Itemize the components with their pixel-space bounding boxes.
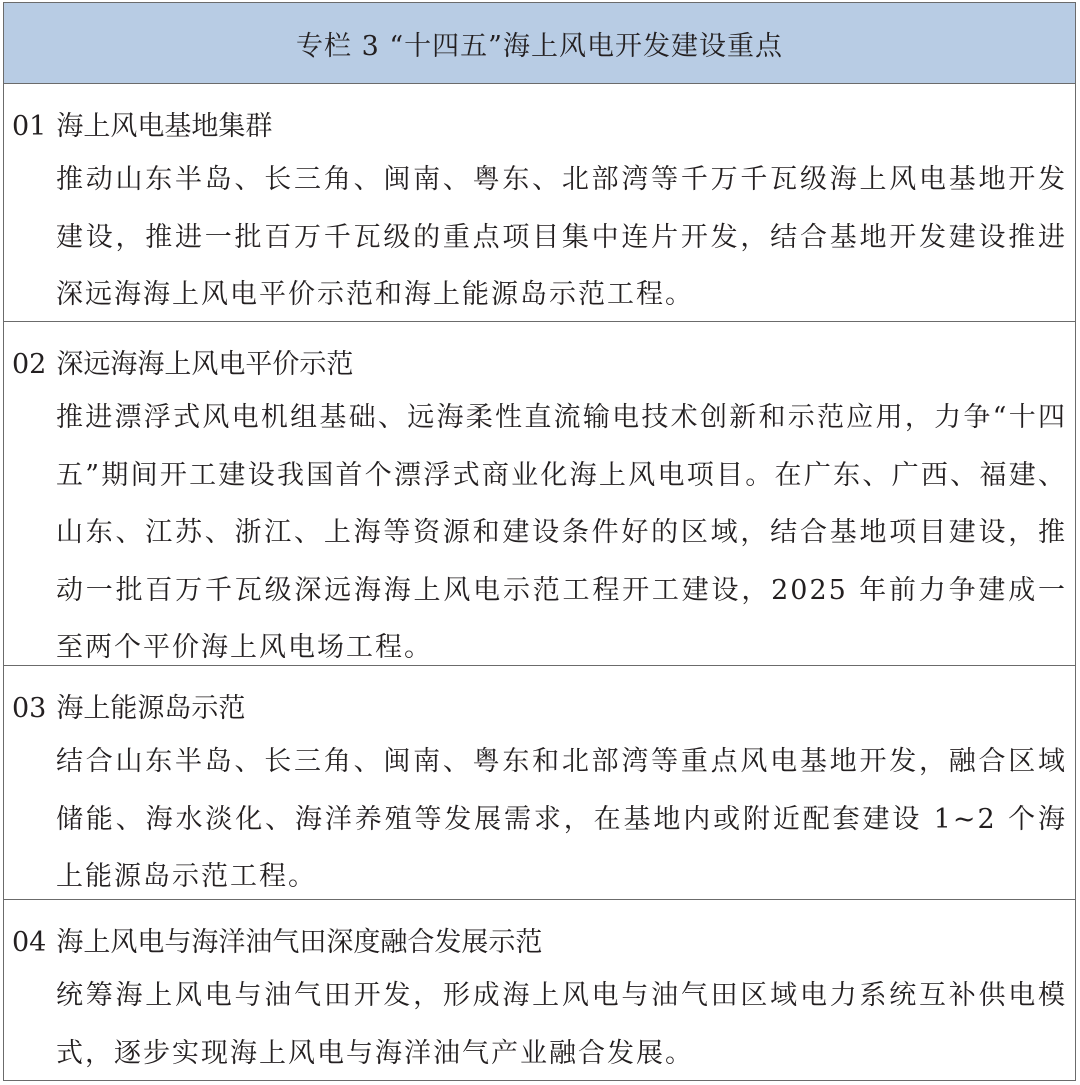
section-01 — [4, 84, 1075, 322]
section-title: 海上能源岛示范 — [56, 693, 246, 724]
section-body: 统筹海上风电与油气田开发，形成海上风电与油气田区域电力系统互补供电模式，逐步实现海上风电与海洋油气产业融合发展。 — [56, 980, 1067, 1069]
section-body: 推进漂浮式风电机组基础、远海柔性直流输电技术创新和示范应用，力争“十四五”期间开工建设我国首个漂浮式商业化海上风电项目。在广东、广西、福建、山东、江苏、浙江、上海等资源和建设条件好的区域，结合基地项目建设，推动一批百万千瓦级深远海海上风电示范工程开工建设，2025 年前力争建成一至两个平价海上风电场工程。 — [56, 402, 1067, 663]
panel-title: 专栏 3 “十四五”海上风电开发建设重点 — [296, 30, 783, 62]
section-heading — [12, 84, 1067, 142]
section-number: 02 — [12, 349, 47, 380]
section-title: 海上风电与海洋油气田深度融合发展示范 — [56, 927, 543, 958]
panel-header — [4, 3, 1075, 84]
section-02 — [4, 322, 1075, 666]
section-body: 结合山东半岛、长三角、闽南、粤东和北部湾等重点风电基地开发，融合区域储能、海水淡化、海洋养殖等发展需求，在基地内或附近配套建设 1~2 个海上能源岛示范工程。 — [56, 746, 1067, 892]
section-number: 03 — [12, 693, 47, 724]
section-title: 深远海海上风电平价示范 — [56, 349, 354, 380]
section-body: 推动山东半岛、长三角、闽南、粤东、北部湾等千万千瓦级海上风电基地开发建设，推进一批百万千瓦级的重点项目集中连片开发，结合基地开发建设推进深远海海上风电平价示范和海上能源岛示范工程。 — [56, 164, 1067, 310]
column-panel — [3, 2, 1076, 1081]
section-number: 01 — [12, 111, 47, 142]
section-title: 海上风电基地集群 — [56, 111, 273, 142]
section-03 — [4, 666, 1075, 900]
section-heading — [12, 900, 1067, 958]
section-number: 04 — [12, 927, 47, 958]
section-04 — [4, 900, 1075, 1081]
section-heading — [12, 322, 1067, 380]
